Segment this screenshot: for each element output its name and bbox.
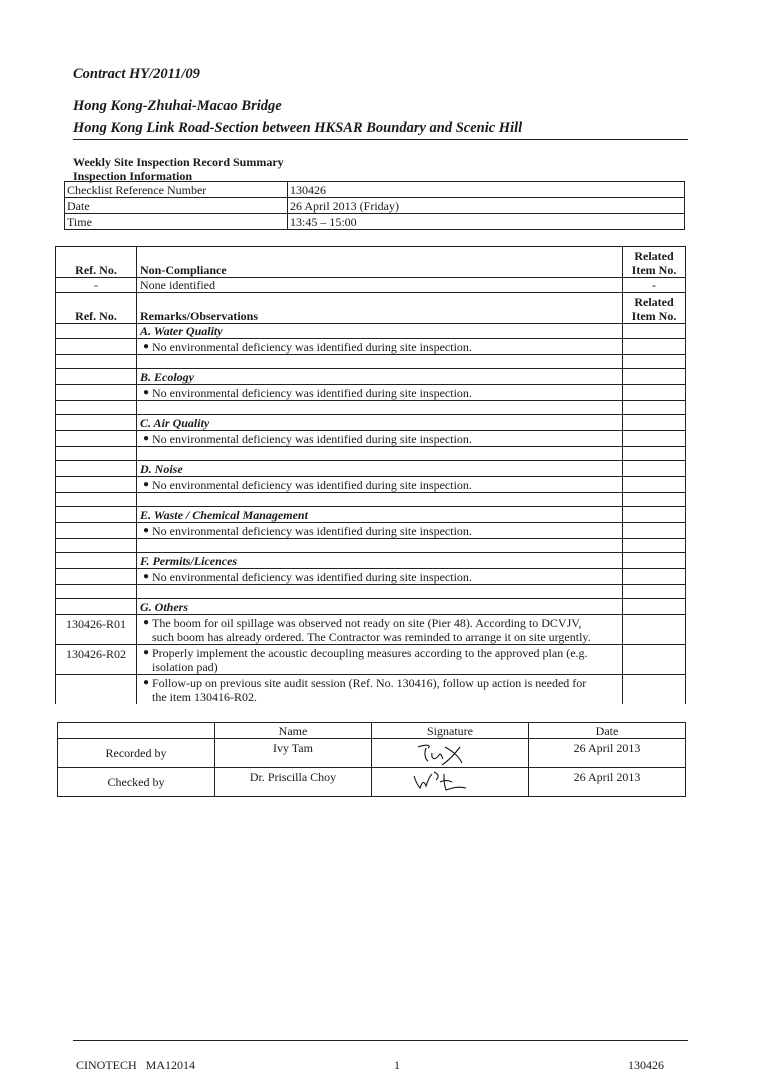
observation-row xyxy=(56,645,686,675)
category-row xyxy=(56,415,686,431)
noncompliance-row xyxy=(56,278,686,293)
category-row xyxy=(56,553,686,569)
observation-row xyxy=(56,675,686,705)
related-item-header: Related Item No. xyxy=(623,293,686,324)
observation-line2: isolation pad) xyxy=(152,660,218,674)
observation-line2: the item 130416-R02. xyxy=(152,690,257,704)
bullet-icon: ● xyxy=(142,647,150,658)
signoff-date: 26 April 2013 xyxy=(529,739,686,768)
signoff-name-header: Name xyxy=(215,723,372,739)
signature-priscilla-choy-image xyxy=(410,768,490,794)
info-value: 13:45 – 15:00 xyxy=(288,214,685,230)
remarks-header: Remarks/Observations xyxy=(137,293,623,324)
bullet-icon: ● xyxy=(142,677,150,688)
category-title: G. Others xyxy=(137,599,623,615)
bullet-icon: ● xyxy=(142,525,150,536)
observation-ref xyxy=(56,675,137,705)
bullet-icon: ● xyxy=(142,341,150,352)
observation-line1: The boom for oil spillage was observed not ready on site (Pier 48). According to DCVJV, xyxy=(152,616,582,630)
signature-ivy-tam-image xyxy=(412,741,482,767)
signoff-role: Recorded by xyxy=(58,739,215,768)
observation-line1: Follow-up on previous site audit session (Ref. No. 130416), follow up action is needed for xyxy=(152,676,587,690)
observations-table xyxy=(55,246,686,704)
observation-row xyxy=(56,615,686,645)
category-row xyxy=(56,599,686,615)
signoff-date-header: Date xyxy=(529,723,686,739)
category-row xyxy=(56,324,686,339)
category-title: B. Ecology xyxy=(137,369,623,385)
related-item-header: Related Item No. xyxy=(623,247,686,278)
signoff-header-row xyxy=(58,723,686,739)
observation-line2: such boom has already ordered. The Contractor was reminded to arrange it on site urgently. xyxy=(152,630,591,644)
bullet-icon: ● xyxy=(142,571,150,582)
observation-text: No environmental deficiency was identified during site inspection. xyxy=(152,340,472,354)
ref-no-header: Ref. No. xyxy=(56,247,137,278)
contract-number: Contract HY/2011/09 xyxy=(73,66,200,82)
bullet-icon: ● xyxy=(142,479,150,490)
observation-ref: 130426-R02 xyxy=(56,645,137,675)
footer-rule xyxy=(73,1040,688,1041)
page-number: 1 xyxy=(394,1058,400,1072)
observation-row xyxy=(56,431,686,447)
noncompliance-item: - xyxy=(623,278,686,293)
project-section: Hong Kong Link Road-Section between HKSAR Boundary and Scenic Hill xyxy=(73,120,523,136)
signoff-blank-header xyxy=(58,723,215,739)
bullet-icon: ● xyxy=(142,617,150,628)
info-title: Inspection Information xyxy=(73,169,193,183)
signoff-person: Dr. Priscilla Choy xyxy=(215,768,372,797)
noncompliance-text: None identified xyxy=(137,278,623,293)
category-title: A. Water Quality xyxy=(137,324,623,339)
bullet-icon: ● xyxy=(142,387,150,398)
info-value: 130426 xyxy=(288,182,685,198)
category-row xyxy=(56,461,686,477)
observation-text: No environmental deficiency was identified during site inspection. xyxy=(152,386,472,400)
observation-text: No environmental deficiency was identified during site inspection. xyxy=(152,524,472,538)
signoff-date: 26 April 2013 xyxy=(529,768,686,797)
info-value: 26 April 2013 (Friday) xyxy=(288,198,685,214)
category-title: E. Waste / Chemical Management xyxy=(137,507,623,523)
observation-row xyxy=(56,385,686,401)
info-row xyxy=(65,182,685,198)
category-title: D. Noise xyxy=(137,461,623,477)
info-label: Date xyxy=(65,198,288,214)
signoff-role: Checked by xyxy=(58,768,215,797)
noncompliance-ref: - xyxy=(56,278,137,293)
category-title: F. Permits/Licences xyxy=(137,553,623,569)
info-row xyxy=(65,198,685,214)
footer-right: 130426 xyxy=(628,1058,664,1072)
bullet-icon: ● xyxy=(142,433,150,444)
observation-text: No environmental deficiency was identified during site inspection. xyxy=(152,432,472,446)
observation-text: No environmental deficiency was identified during site inspection. xyxy=(152,570,472,584)
category-title: C. Air Quality xyxy=(137,415,623,431)
observation-row xyxy=(56,477,686,493)
footer-left: CINOTECH MA12014 xyxy=(76,1058,195,1072)
observation-text: No environmental deficiency was identified during site inspection. xyxy=(152,478,472,492)
info-row xyxy=(65,214,685,230)
inspection-info-table xyxy=(64,181,685,230)
observation-row xyxy=(56,523,686,539)
noncompliance-header-row xyxy=(56,247,686,278)
ref-no-header: Ref. No. xyxy=(56,293,137,324)
noncompliance-header: Non-Compliance xyxy=(137,247,623,278)
observation-ref: 130426-R01 xyxy=(56,615,137,645)
info-label: Checklist Reference Number xyxy=(65,182,288,198)
signature-cell xyxy=(372,739,529,768)
observation-row xyxy=(56,569,686,585)
observation-line1: Properly implement the acoustic decoupling measures according to the approved plan (e.g. xyxy=(152,646,588,660)
record-title: Weekly Site Inspection Record Summary xyxy=(73,155,284,169)
signoff-table xyxy=(57,722,686,797)
remarks-header-row xyxy=(56,293,686,324)
signoff-row xyxy=(58,739,686,768)
category-row xyxy=(56,369,686,385)
category-row xyxy=(56,507,686,523)
signoff-signature-header: Signature xyxy=(372,723,529,739)
signoff-person: Ivy Tam xyxy=(215,739,372,768)
signoff-row xyxy=(58,768,686,797)
signature-cell xyxy=(372,768,529,797)
info-label: Time xyxy=(65,214,288,230)
project-name: Hong Kong-Zhuhai-Macao Bridge xyxy=(73,98,282,114)
header-rule xyxy=(73,139,688,140)
observation-row xyxy=(56,339,686,355)
